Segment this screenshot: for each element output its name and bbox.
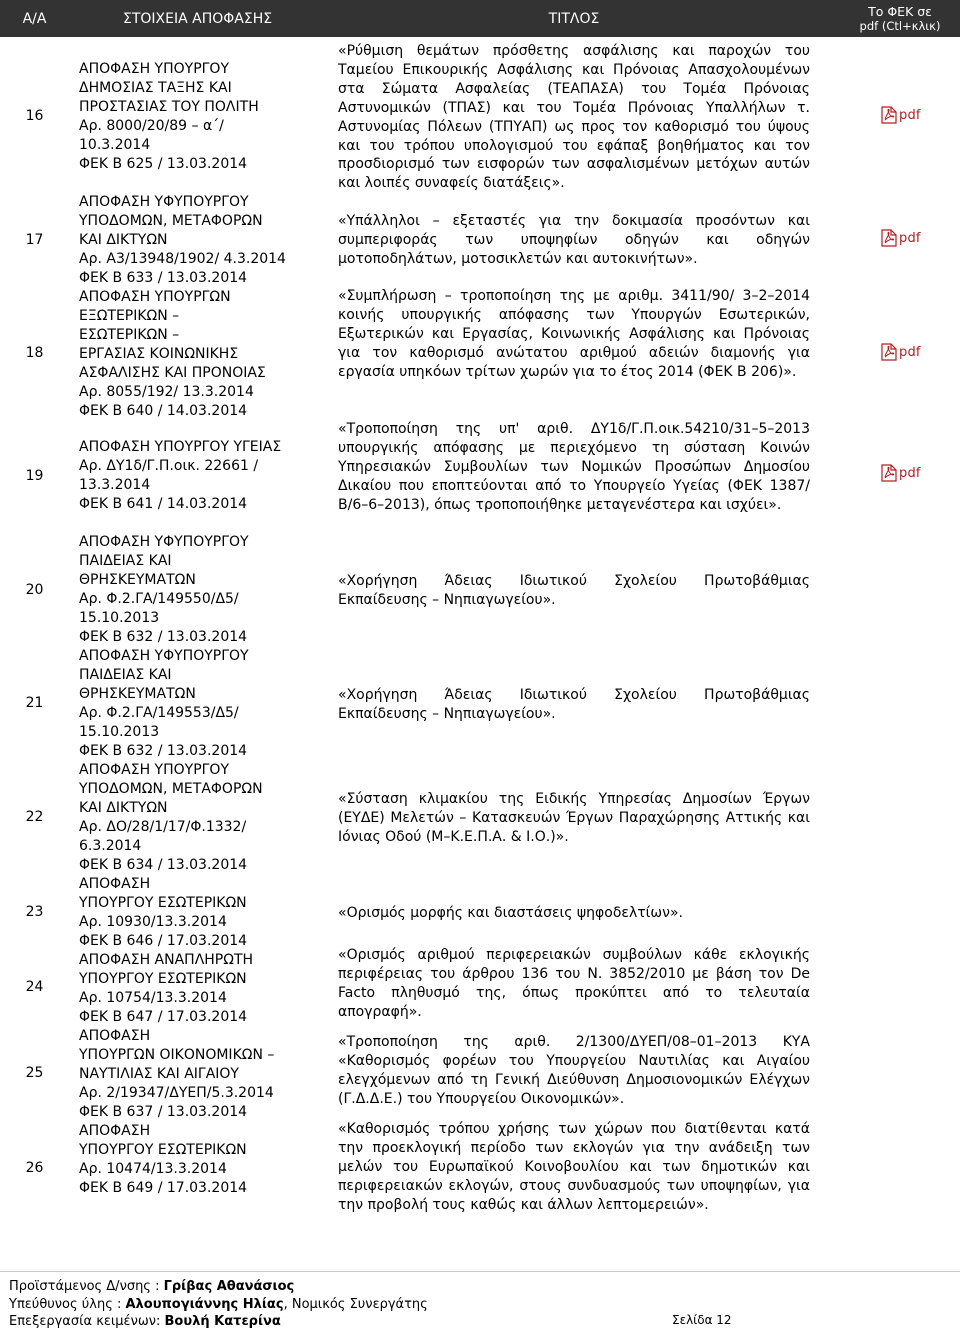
pdf-link-button[interactable] — [881, 106, 921, 124]
footer-processing-label: Επεξεργασία κειμένων: — [9, 1314, 165, 1329]
row-number: 18 — [25, 345, 44, 361]
footer-director-line — [9, 1279, 294, 1295]
row-number: 23 — [25, 904, 44, 920]
decision-details: ΑΠΟΦΑΣΗ ΥΦΥΠΟΥΡΓΟΥ ΠΑΙΔΕΙΑΣ ΚΑΙ ΘΡΗΣΚΕΥΜΑΤΩΝ Αρ. Φ.2.ΓΑ/149553/Δ5/ 15.10.2013 ΦΕΚ Β 632 / 13.03.2014 — [79, 648, 249, 759]
column-header-aa: Α/Α — [22, 10, 47, 27]
footer-editor-role: , Νομικός Συνεργάτης — [283, 1297, 428, 1312]
footer-director-label: Προϊστάμενος Δ/νσης : — [9, 1279, 164, 1294]
row-number: 21 — [25, 695, 44, 711]
pdf-link-button[interactable] — [881, 229, 921, 247]
decision-details: ΑΠΟΦΑΣΗ ΥΠΟΥΡΓΩΝ ΕΞΩΤΕΡΙΚΩΝ – ΕΣΩΤΕΡΙΚΩΝ – ΕΡΓΑΣΙΑΣ ΚΟΙΝΩΝΙΚΗΣ ΑΣΦΑΛΙΣΗΣ ΚΑΙ ΠΡΟΝΟΙΑΣ Αρ. 8055/192/ 13.3.2014 ΦΕΚ Β 640 / 14.03.2014 — [79, 289, 266, 419]
pdf-link-label: pdf — [899, 465, 921, 481]
row-number: 17 — [25, 232, 44, 248]
decision-title: «Υπάλληλοι – εξεταστές για την δοκιμασία προσόντων και συμπεριφοράς των υποψηφίων οδηγών και οδηγών μοτοποδηλάτων, μοτοσικλετών και αυτοκινήτων». — [338, 213, 810, 267]
pdf-link-label: pdf — [899, 344, 921, 360]
column-header-pdf — [840, 0, 960, 37]
pdf-file-icon — [881, 464, 897, 482]
decision-details: ΑΠΟΦΑΣΗ ΥΠΟΥΡΓΟΥ ΥΠΟΔΟΜΩΝ, ΜΕΤΑΦΟΡΩΝ ΚΑΙ ΔΙΚΤΥΩΝ Αρ. ΔΟ/28/1/17/Φ.1332/ 6.3.2014 ΦΕΚ Β 634 / 13.03.2014 — [79, 762, 263, 873]
column-header-decision: ΣΤΟΙΧΕΙΑ ΑΠΟΦΑΣΗΣ — [123, 10, 273, 27]
decision-details: ΑΠΟΦΑΣΗ ΥΠΟΥΡΓΟΥ ΔΗΜΟΣΙΑΣ ΤΑΞΗΣ ΚΑΙ ΠΡΟΣΤΑΣΙΑΣ ΤΟΥ ΠΟΛΙΤΗ Αρ. 8000/20/89 – α΄/ 10.3.2014 ΦΕΚ Β 625 / 13.03.2014 — [79, 61, 259, 172]
row-number: 25 — [25, 1065, 44, 1081]
footer-editor-label: Υπεύθυνος ύλης : — [9, 1297, 126, 1312]
row-number: 19 — [25, 468, 44, 484]
decision-title: «Ρύθμιση θεμάτων πρόσθετης ασφάλισης και παροχών του Ταμείου Επικουρικής Ασφάλισης και Πρόνοιας Απασχολουμένων στα Σώματα Ασφαλείας (ΤΕΑΠΑΣΑ) του Τομέα Πρόνοιας Αστυνομικών (ΤΠΑΣ) και του Τομέα Πρόνοιας Υπαλλήλων τ. Αστυνομίας Πόλεων (ΤΠΥΑΠ) ως προς τον καθορισμό του ύψους και του τρόπου υπολογισμού του εφάπαξ βοηθήματος και τον προσδιορισμό των εισφορών των ασφαλισμένων μετόχων αυτών και λοιπές συναφείς διατάξεις». — [338, 43, 810, 192]
footer-director-name: Γρίβας Αθανάσιος — [163, 1279, 295, 1294]
row-number: 22 — [25, 809, 44, 825]
row-number: 16 — [25, 108, 44, 124]
page-number: Σελίδα 12 — [672, 1313, 732, 1327]
decision-details: ΑΠΟΦΑΣΗ ΥΠΟΥΡΓΩΝ ΟΙΚΟΝΟΜΙΚΩΝ – ΝΑΥΤΙΛΙΑΣ ΚΑΙ ΑΙΓΑΙΟΥ Αρ. 2/19347/ΔΥΕΠ/5.3.2014 ΦΕΚ Β 637 / 13.03.2014 — [79, 1028, 275, 1120]
table-header — [0, 0, 960, 37]
pdf-file-icon — [881, 343, 897, 361]
pdf-file-icon — [881, 106, 897, 124]
column-header-title: ΤΙΤΛΟΣ — [548, 10, 600, 27]
pdf-file-icon — [881, 229, 897, 247]
decision-title: «Τροποποίηση της αριθ. 2/1300/ΔΥΕΠ/08–01–2013 ΚΥΑ «Καθορισμός φορέων του Υπουργείου Ναυτιλίας και Αιγαίου ελεγχόμενων από τη Γενική Διεύθυνση Δημοσιονομικών Ελέγχων (Γ.Δ.Δ.Ε.) του Υπουργείου Οικονομικών». — [338, 1034, 810, 1107]
decision-details: ΑΠΟΦΑΣΗ ΑΝΑΠΛΗΡΩΤΗ ΥΠΟΥΡΓΟΥ ΕΣΩΤΕΡΙΚΩΝ Αρ. 10754/13.3.2014 ΦΕΚ Β 647 / 17.03.2014 — [79, 952, 254, 1025]
decision-title: «Χορήγηση Άδειας Ιδιωτικού Σχολείου Πρωτοβάθμιας Εκπαίδευσης – Νηπιαγωγείου». — [338, 687, 810, 722]
row-number: 26 — [25, 1160, 44, 1176]
decision-title: «Τροποποίηση της υπ' αριθ. ΔΥ1δ/Γ.Π.οικ.54210/31–5–2013 υπουργικής απόφασης με περιεχόμενο τη σύσταση Κοινών Υπηρεσιακών Συμβουλίων των Νομικών Προσώπων Δημοσίου Δικαίου που εποπτεύονται από το Υπουργείο Υγείας (ΦΕΚ 1387/Β/6–6–2013), όπως τροποποιήθηκε μεταγενέστερα και ισχύει». — [338, 421, 810, 513]
row-number: 24 — [25, 979, 44, 995]
decision-title: «Ορισμός αριθμού περιφερειακών συμβούλων κάθε εκλογικής περιφέρειας του άρθρου 136 του Ν. 3852/2010 με βάση τον De Facto πληθυσμό της, όπως προκύπτει από το τελευταία απογραφή». — [338, 947, 810, 1020]
decision-details: ΑΠΟΦΑΣΗ ΥΠΟΥΡΓΟΥ ΕΣΩΤΕΡΙΚΩΝ Αρ. 10474/13.3.2014 ΦΕΚ Β 649 / 17.03.2014 — [79, 1123, 248, 1196]
decision-details: ΑΠΟΦΑΣΗ ΥΠΟΥΡΓΟΥ ΥΓΕΙΑΣ Αρ. ΔΥ1δ/Γ.Π.οικ. 22661 / 13.3.2014 ΦΕΚ Β 641 / 14.03.2014 — [79, 439, 282, 512]
decision-title: «Ορισμός μορφής και διαστάσεις ψηφοδελτίων». — [338, 905, 683, 921]
page-footer — [0, 1271, 960, 1330]
pdf-link-label: pdf — [899, 230, 921, 246]
pdf-link-button[interactable] — [881, 343, 921, 361]
footer-processing-name: Βουλή Κατερίνα — [164, 1314, 281, 1329]
row-number: 20 — [25, 582, 44, 598]
footer-editor-name: Αλουπογιάννης Ηλίας — [125, 1297, 284, 1312]
pdf-link-button[interactable] — [881, 464, 921, 482]
column-header-pdf-line2: pdf (Ctl+κλικ) — [859, 18, 941, 33]
decision-title: «Καθορισμός τρόπου χρήσης των χώρων που διατίθενται κατά την προεκλογική περίοδο των εκλογών για την ανάδειξη των μελών του Ευρωπαϊκού Κοινοβουλίου και των δημοτικών και περιφερειακών εκλογών, στους συνδυασμούς των υποψηφίων, για την προβολή τους καθώς και άλλων λεπτομερειών». — [338, 1121, 810, 1213]
decision-title: «Χορήγηση Άδειας Ιδιωτικού Σχολείου Πρωτοβάθμιας Εκπαίδευσης – Νηπιαγωγείου». — [338, 573, 810, 608]
decision-title: «Σύσταση κλιμακίου της Ειδικής Υπηρεσίας Δημοσίων Έργων (ΕΥΔΕ) Μελετών – Κατασκευών Έργων Παραχώρησης Αττικής και Ιόνιας Οδού (Μ–Κ.Ε.Π.Α. & Ι.Ο.)». — [338, 791, 810, 845]
decision-details: ΑΠΟΦΑΣΗ ΥΠΟΥΡΓΟΥ ΕΣΩΤΕΡΙΚΩΝ Αρ. 10930/13.3.2014 ΦΕΚ Β 646 / 17.03.2014 — [79, 876, 248, 949]
column-header-pdf-line1: Το ΦΕΚ σε — [868, 3, 932, 19]
decision-title: «Συμπλήρωση – τροποποίηση της με αριθμ. 3411/90/ 3–2–2014 κοινής υπουργικής απόφασης των Υπουργών Εσωτερικών, Εξωτερικών και Εργασίας, Κοινωνικής Ασφάλισης και Πρόνοιας για τον καθορισμό ανώτατου αριθμού αδειών διαμονής για εργασία υπηκόων τρίτων χωρών για το έτος 2014 (ΦΕΚ Β 206)». — [338, 288, 810, 380]
decision-details: ΑΠΟΦΑΣΗ ΥΦΥΠΟΥΡΓΟΥ ΥΠΟΔΟΜΩΝ, ΜΕΤΑΦΟΡΩΝ ΚΑΙ ΔΙΚΤΥΩΝ Αρ. Α3/13948/1902/ 4.3.2014 ΦΕΚ Β 633 / 13.03.2014 — [79, 194, 286, 286]
decision-details: ΑΠΟΦΑΣΗ ΥΦΥΠΟΥΡΓΟΥ ΠΑΙΔΕΙΑΣ ΚΑΙ ΘΡΗΣΚΕΥΜΑΤΩΝ Αρ. Φ.2.ΓΑ/149550/Δ5/ 15.10.2013 ΦΕΚ Β 632 / 13.03.2014 — [79, 534, 249, 645]
pdf-link-label: pdf — [899, 107, 921, 123]
footer-processing-line — [9, 1314, 281, 1330]
footer-editor-line — [9, 1297, 428, 1313]
